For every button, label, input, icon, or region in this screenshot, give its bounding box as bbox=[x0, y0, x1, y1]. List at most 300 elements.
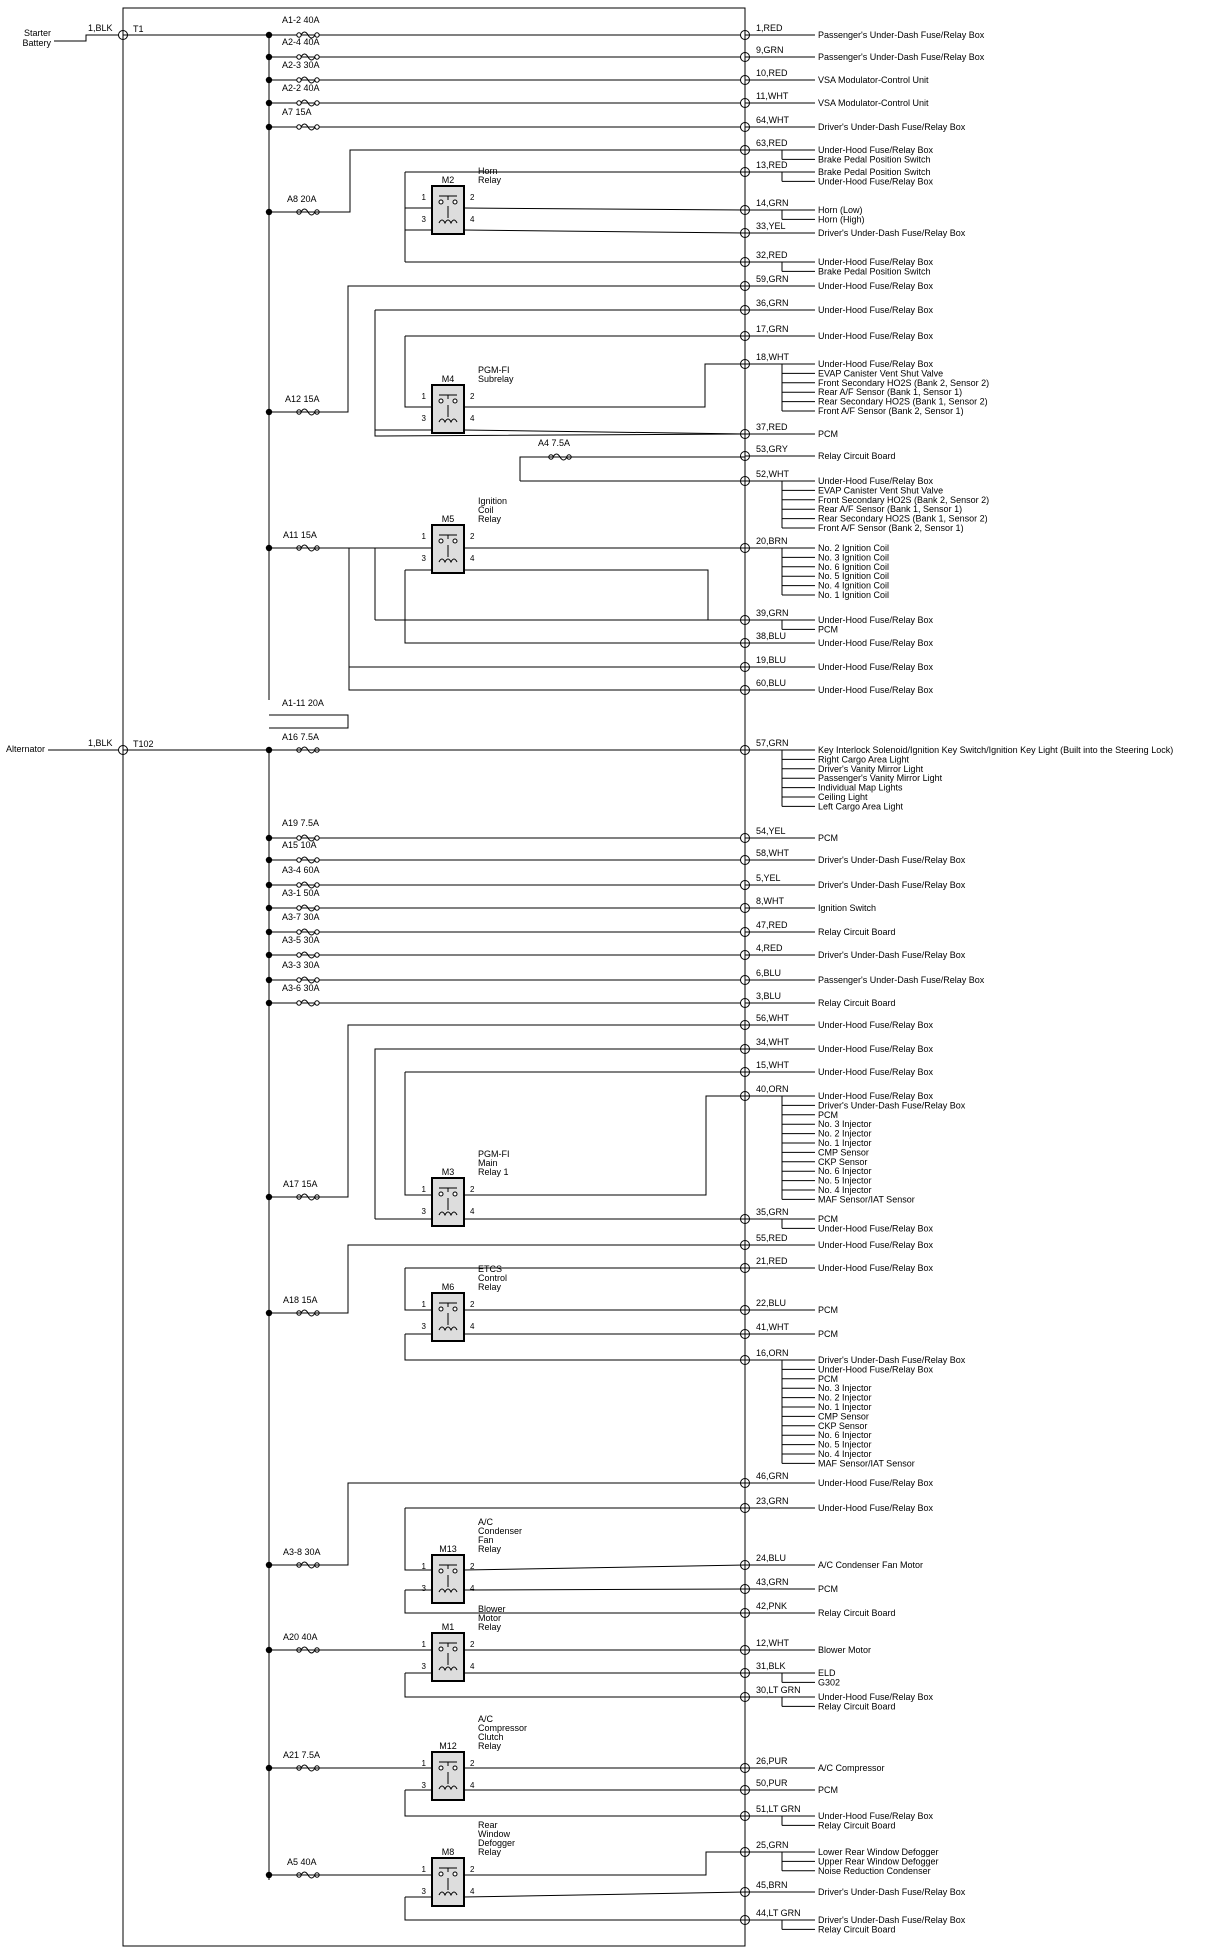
fuse-label: A3-8 30A bbox=[283, 1547, 321, 1557]
fuse-terminal bbox=[297, 125, 301, 129]
relay-contact-point bbox=[439, 1307, 443, 1311]
relay-contact-point bbox=[453, 1766, 457, 1770]
fuse-terminal bbox=[297, 858, 301, 862]
output-destination: Noise Reduction Condenser bbox=[818, 1865, 931, 1876]
alternator-terminal-label: T102 bbox=[133, 739, 154, 749]
fuse-label: A3-4 60A bbox=[282, 865, 320, 875]
wire bbox=[464, 430, 745, 434]
relay-contact-point bbox=[453, 200, 457, 204]
relay-contact-point bbox=[439, 1872, 443, 1876]
relay-id: M4 bbox=[441, 374, 455, 384]
fuse-terminal bbox=[315, 125, 319, 129]
wire bbox=[375, 1049, 745, 1219]
output-destination: Driver's Under-Dash Fuse/Relay Box bbox=[818, 1355, 966, 1365]
output-destination: Under-Hood Fuse/Relay Box bbox=[818, 1478, 934, 1488]
output-destination: Relay Circuit Board bbox=[818, 1820, 896, 1831]
wire bbox=[464, 570, 708, 620]
wire bbox=[349, 667, 745, 690]
relay-name: Window bbox=[478, 1829, 511, 1839]
output-destination: Rear A/F Sensor (Bank 1, Sensor 1) bbox=[818, 504, 963, 515]
relay-name: Compressor bbox=[478, 1723, 528, 1733]
fuse-label: A3-7 30A bbox=[282, 912, 320, 922]
output-wire-label: 25,GRN bbox=[756, 1840, 789, 1850]
fuse-terminal bbox=[315, 906, 319, 910]
output-destination: Upper Rear Window Defogger bbox=[818, 1856, 939, 1867]
wire bbox=[520, 457, 745, 481]
output-destination: No. 5 Injector bbox=[818, 1175, 872, 1186]
fuse-terminal bbox=[315, 930, 319, 934]
output-wire-label: 41,WHT bbox=[756, 1322, 790, 1332]
output-wire-label: 8,WHT bbox=[756, 896, 784, 906]
output-destination: Relay Circuit Board bbox=[818, 1701, 896, 1712]
output-wire-label: 17,GRN bbox=[756, 324, 789, 334]
output-wire-label: 40,ORN bbox=[756, 1084, 789, 1094]
wire bbox=[269, 715, 348, 728]
relay-name: Defogger bbox=[478, 1838, 516, 1848]
fuse-label: A3-3 30A bbox=[282, 960, 320, 970]
wire bbox=[375, 310, 745, 436]
relay-name: Blower bbox=[478, 1604, 506, 1614]
relay-contact-point bbox=[439, 200, 443, 204]
output-wire-label: 13,RED bbox=[756, 160, 788, 170]
relay-pin-label: 2 bbox=[470, 1300, 475, 1309]
output-destination: PCM bbox=[818, 429, 838, 439]
relay-name: Ignition bbox=[478, 496, 508, 506]
output-destination: A/C Compressor bbox=[818, 1763, 885, 1773]
relay-contact-point bbox=[453, 1307, 457, 1311]
relay-pin-label: 3 bbox=[421, 1662, 426, 1671]
relay-id: M6 bbox=[441, 1282, 455, 1292]
output-destination: Under-Hood Fuse/Relay Box bbox=[818, 1091, 934, 1101]
fuse-label: A3-1 50A bbox=[282, 888, 320, 898]
output-wire-label: 21,RED bbox=[756, 1256, 788, 1266]
output-wire-label: 12,WHT bbox=[756, 1638, 790, 1648]
output-destination: Relay Circuit Board bbox=[818, 451, 896, 461]
starter-wire-label: 1,BLK bbox=[88, 23, 113, 33]
wire bbox=[464, 1852, 745, 1875]
relay-contact-point bbox=[439, 399, 443, 403]
fuse-label: A1-2 40A bbox=[282, 15, 320, 25]
output-wire-label: 10,RED bbox=[756, 68, 788, 78]
relay-name: Relay bbox=[478, 1282, 502, 1292]
output-wire-label: 47,RED bbox=[756, 920, 788, 930]
relay-pin-label: 3 bbox=[421, 1887, 426, 1896]
output-destination: No. 4 Injector bbox=[818, 1449, 872, 1459]
wire bbox=[464, 208, 745, 210]
wire bbox=[269, 150, 745, 212]
relay-name: Relay bbox=[478, 514, 502, 524]
relay-pin-label: 4 bbox=[470, 1584, 475, 1593]
output-destination: Relay Circuit Board bbox=[818, 998, 896, 1008]
relay-name: Coil bbox=[478, 505, 494, 515]
relay-pin-label: 4 bbox=[470, 1207, 475, 1216]
relay-pin-label: 2 bbox=[470, 193, 475, 202]
relay-contact-point bbox=[453, 1872, 457, 1876]
output-wire-label: 45,BRN bbox=[756, 1880, 788, 1890]
output-destination: Passenger's Under-Dash Fuse/Relay Box bbox=[818, 975, 985, 985]
output-destination: MAF Sensor/IAT Sensor bbox=[818, 1458, 915, 1469]
fuse-label: A17 15A bbox=[283, 1179, 318, 1189]
relay-pin-label: 2 bbox=[470, 532, 475, 541]
fuse-label: A1-11 20A bbox=[282, 698, 324, 708]
output-wire-label: 31,BLK bbox=[756, 1661, 786, 1671]
output-wire-label: 38,BLU bbox=[756, 631, 787, 641]
output-destination: MAF Sensor/IAT Sensor bbox=[818, 1194, 915, 1205]
output-wire-label: 24,BLU bbox=[756, 1553, 787, 1563]
output-destination: CMP Sensor bbox=[818, 1147, 869, 1158]
output-destination: Under-Hood Fuse/Relay Box bbox=[818, 1020, 934, 1030]
relay-id: M13 bbox=[439, 1544, 457, 1554]
fuse-label: A3-6 30A bbox=[282, 983, 320, 993]
relay-pin-label: 1 bbox=[421, 1759, 426, 1768]
output-wire-label: 42,PNK bbox=[756, 1601, 788, 1611]
output-wire-label: 54,YEL bbox=[756, 826, 786, 836]
output-destination: Driver's Under-Dash Fuse/Relay Box bbox=[818, 855, 966, 865]
relay-pin-label: 4 bbox=[470, 414, 475, 423]
relay-name: A/C bbox=[478, 1517, 494, 1527]
output-destination: CKP Sensor bbox=[818, 1156, 868, 1167]
fuse-label: A3-5 30A bbox=[282, 935, 320, 945]
output-wire-label: 1,RED bbox=[756, 23, 783, 33]
fuse-terminal bbox=[315, 1001, 319, 1005]
output-destination: No. 3 Ignition Coil bbox=[818, 552, 890, 563]
relay-pin-label: 1 bbox=[421, 1640, 426, 1649]
output-destination: No. 4 Injector bbox=[818, 1185, 872, 1195]
fuse-label: A18 15A bbox=[283, 1295, 318, 1305]
fuse-label: A20 40A bbox=[283, 1632, 318, 1642]
output-wire-label: 16,ORN bbox=[756, 1348, 789, 1358]
relay-name: Subrelay bbox=[478, 374, 514, 384]
relay-pin-label: 2 bbox=[470, 1759, 475, 1768]
output-destination: Under-Hood Fuse/Relay Box bbox=[818, 1364, 934, 1375]
relay-pin-label: 3 bbox=[421, 1207, 426, 1216]
relay-contact-point bbox=[453, 1647, 457, 1651]
wire bbox=[405, 172, 432, 208]
relay-contact-point bbox=[439, 1569, 443, 1573]
output-wire-label: 19,BLU bbox=[756, 655, 787, 665]
output-destination: Key Interlock Solenoid/Ignition Key Switch/Ignition Key Light (Built into the Steering Lock) bbox=[818, 745, 1174, 755]
relay-pin-label: 1 bbox=[421, 1562, 426, 1571]
output-wire-label: 59,GRN bbox=[756, 274, 789, 284]
wire bbox=[269, 548, 745, 690]
relay-pin-label: 4 bbox=[470, 1887, 475, 1896]
output-destination: Relay Circuit Board bbox=[818, 1924, 896, 1935]
output-destination: Under-Hood Fuse/Relay Box bbox=[818, 1263, 934, 1273]
fuse-label: A19 7.5A bbox=[282, 818, 320, 828]
output-destination: Blower Motor bbox=[818, 1645, 872, 1655]
relay-pin-label: 3 bbox=[421, 1584, 426, 1593]
fuse-terminal bbox=[297, 883, 301, 887]
output-destination: Driver's Under-Dash Fuse/Relay Box bbox=[818, 228, 966, 238]
fuse-terminal bbox=[297, 906, 301, 910]
relay-name: PGM-FI bbox=[478, 1149, 510, 1159]
output-destination: PCM bbox=[818, 1584, 838, 1594]
output-destination: PCM bbox=[818, 1329, 838, 1339]
output-destination: Under-Hood Fuse/Relay Box bbox=[818, 176, 934, 187]
starter-feed-wire bbox=[54, 35, 123, 41]
relay-name: Relay bbox=[478, 1544, 502, 1554]
output-destination: Left Cargo Area Light bbox=[818, 801, 904, 812]
fuse-label: A16 7.5A bbox=[282, 732, 320, 742]
output-destination: Right Cargo Area Light bbox=[818, 754, 910, 765]
fuse-terminal bbox=[297, 78, 301, 82]
output-destination: Under-Hood Fuse/Relay Box bbox=[818, 1240, 934, 1250]
wire bbox=[464, 1589, 745, 1590]
output-destination: Under-Hood Fuse/Relay Box bbox=[818, 331, 934, 341]
output-wire-label: 30,LT GRN bbox=[756, 1685, 801, 1695]
relay-pin-label: 2 bbox=[470, 1640, 475, 1649]
fuse-label: A7 15A bbox=[282, 107, 312, 117]
output-destination: Passenger's Vanity Mirror Light bbox=[818, 773, 943, 784]
output-destination: Under-Hood Fuse/Relay Box bbox=[818, 1692, 934, 1702]
relay-name: Relay bbox=[478, 1847, 502, 1857]
fuse-terminal bbox=[297, 978, 301, 982]
output-destination: EVAP Canister Vent Shut Valve bbox=[818, 368, 944, 379]
output-wire-label: 60,BLU bbox=[756, 678, 787, 688]
output-wire-label: 63,RED bbox=[756, 138, 788, 148]
alternator-wire-label: 1,BLK bbox=[88, 738, 113, 748]
output-destination: PCM bbox=[818, 1214, 838, 1224]
relay-pin-label: 2 bbox=[470, 1562, 475, 1571]
relay-id: M3 bbox=[441, 1167, 455, 1177]
wire bbox=[405, 1072, 432, 1195]
output-destination: PCM bbox=[818, 1109, 838, 1120]
output-destination: Driver's Under-Dash Fuse/Relay Box bbox=[818, 880, 966, 890]
relay-name: Fan bbox=[478, 1535, 494, 1545]
fuse-terminal bbox=[315, 953, 319, 957]
output-wire-label: 52,WHT bbox=[756, 469, 790, 479]
output-destination: PCM bbox=[818, 624, 838, 635]
output-wire-label: 15,WHT bbox=[756, 1060, 790, 1070]
relay-pin-label: 1 bbox=[421, 1300, 426, 1309]
relay-pin-label: 2 bbox=[470, 392, 475, 401]
output-destination: Ceiling Light bbox=[818, 792, 868, 802]
output-wire-label: 56,WHT bbox=[756, 1013, 790, 1023]
output-wire-label: 51,LT GRN bbox=[756, 1804, 801, 1814]
relay-name: Relay 1 bbox=[478, 1167, 509, 1177]
output-destination: No. 2 Ignition Coil bbox=[818, 543, 890, 553]
output-destination: Driver's Under-Dash Fuse/Relay Box bbox=[818, 1915, 966, 1925]
wire bbox=[405, 336, 432, 407]
output-destination: PCM bbox=[818, 1305, 838, 1315]
output-destination: Under-Hood Fuse/Relay Box bbox=[818, 1044, 934, 1054]
fuse-terminal bbox=[297, 1001, 301, 1005]
output-destination: No. 5 Injector bbox=[818, 1439, 872, 1450]
output-destination: Under-Hood Fuse/Relay Box bbox=[818, 145, 934, 155]
wire bbox=[269, 286, 745, 412]
relay-contact-point bbox=[453, 1569, 457, 1573]
relay-contact-point bbox=[439, 1647, 443, 1651]
relay-pin-label: 3 bbox=[421, 554, 426, 563]
output-destination: Under-Hood Fuse/Relay Box bbox=[818, 638, 934, 648]
fuse-label: A8 20A bbox=[287, 194, 317, 204]
output-destination: Rear A/F Sensor (Bank 1, Sensor 1) bbox=[818, 387, 963, 398]
output-destination: Driver's Under-Dash Fuse/Relay Box bbox=[818, 1887, 966, 1897]
wire bbox=[405, 570, 745, 643]
output-wire-label: 32,RED bbox=[756, 250, 788, 260]
output-destination: No. 6 Injector bbox=[818, 1166, 872, 1177]
relay-id: M12 bbox=[439, 1741, 457, 1751]
fuse-label: A5 40A bbox=[287, 1857, 317, 1867]
output-wire-label: 50,PUR bbox=[756, 1778, 788, 1788]
output-wire-label: 64,WHT bbox=[756, 115, 790, 125]
fuse-label: A11 15A bbox=[283, 530, 317, 540]
relay-name: PGM-FI bbox=[478, 365, 510, 375]
relay-contact-point bbox=[453, 399, 457, 403]
relay-pin-label: 4 bbox=[470, 1322, 475, 1331]
output-destination: Lower Rear Window Defogger bbox=[818, 1847, 939, 1857]
output-destination: Driver's Vanity Mirror Light bbox=[818, 763, 924, 774]
output-destination: PCM bbox=[818, 1373, 838, 1384]
output-destination: Relay Circuit Board bbox=[818, 1608, 896, 1618]
output-destination: Brake Pedal Position Switch bbox=[818, 167, 931, 177]
fuse-label: A4 7.5A bbox=[538, 438, 571, 448]
output-destination: No. 3 Injector bbox=[818, 1119, 872, 1130]
output-wire-label: 43,GRN bbox=[756, 1577, 789, 1587]
output-wire-label: 9,GRN bbox=[756, 45, 784, 55]
output-destination: Front A/F Sensor (Bank 2, Sensor 1) bbox=[818, 406, 964, 416]
fuse-terminal bbox=[315, 858, 319, 862]
relay-name: Horn bbox=[478, 166, 498, 176]
wire bbox=[405, 1508, 432, 1570]
fuse-label: A15 10A bbox=[282, 840, 317, 850]
output-destination: Front Secondary HO2S (Bank 2, Sensor 2) bbox=[818, 377, 990, 388]
output-destination: Under-Hood Fuse/Relay Box bbox=[818, 305, 934, 315]
relay-pin-label: 1 bbox=[421, 392, 426, 401]
relay-pin-label: 3 bbox=[421, 414, 426, 423]
relay-name: Relay bbox=[478, 1741, 502, 1751]
output-destination: VSA Modulator-Control Unit bbox=[818, 75, 929, 85]
output-wire-label: 58,WHT bbox=[756, 848, 790, 858]
output-destination: Individual Map Lights bbox=[818, 782, 903, 793]
relay-pin-label: 3 bbox=[421, 1322, 426, 1331]
output-destination: No. 3 Injector bbox=[818, 1383, 872, 1394]
relay-pin-label: 3 bbox=[421, 215, 426, 224]
output-wire-label: 22,BLU bbox=[756, 1298, 787, 1308]
output-wire-label: 14,GRN bbox=[756, 198, 789, 208]
relay-name: Clutch bbox=[478, 1732, 504, 1742]
output-destination: No. 6 Injector bbox=[818, 1430, 872, 1441]
output-destination: Under-Hood Fuse/Relay Box bbox=[818, 476, 934, 486]
relay-contact-point bbox=[439, 1192, 443, 1196]
output-destination: CKP Sensor bbox=[818, 1420, 868, 1431]
output-destination: Horn (High) bbox=[818, 214, 865, 225]
wire bbox=[405, 1268, 432, 1310]
relay-pin-label: 2 bbox=[470, 1185, 475, 1194]
relay-pin-label: 4 bbox=[470, 554, 475, 563]
relay-id: M1 bbox=[441, 1622, 455, 1632]
output-wire-label: 5,YEL bbox=[756, 873, 781, 883]
relay-pin-label: 1 bbox=[421, 1865, 426, 1874]
output-destination: G302 bbox=[818, 1677, 841, 1688]
output-destination: Under-Hood Fuse/Relay Box bbox=[818, 1223, 934, 1234]
relay-contact-point bbox=[439, 1766, 443, 1770]
output-destination: Rear Secondary HO2S (Bank 1, Sensor 2) bbox=[818, 396, 988, 407]
output-destination: No. 5 Ignition Coil bbox=[818, 571, 890, 582]
relay-id: M8 bbox=[441, 1847, 455, 1857]
fuse-terminal bbox=[297, 953, 301, 957]
output-wire-label: 35,GRN bbox=[756, 1207, 789, 1217]
fuse-label: A21 7.5A bbox=[283, 1750, 321, 1760]
output-wire-label: 4,RED bbox=[756, 943, 783, 953]
relay-pin-label: 2 bbox=[470, 1865, 475, 1874]
fuse-terminal bbox=[315, 78, 319, 82]
relay-pin-label: 3 bbox=[421, 1781, 426, 1790]
fuse-terminal bbox=[297, 55, 301, 59]
output-destination: Under-Hood Fuse/Relay Box bbox=[818, 281, 934, 291]
wire bbox=[464, 230, 745, 233]
wire bbox=[464, 1892, 745, 1897]
relay-contact-point bbox=[453, 1192, 457, 1196]
output-destination: Under-Hood Fuse/Relay Box bbox=[818, 685, 934, 695]
relay-name: ETCS bbox=[478, 1264, 503, 1274]
wire bbox=[269, 1483, 745, 1565]
output-wire-label: 11,WHT bbox=[756, 91, 789, 101]
relay-name: Relay bbox=[478, 1622, 502, 1632]
output-destination: No. 1 Injector bbox=[818, 1138, 872, 1148]
output-destination: No. 4 Ignition Coil bbox=[818, 580, 890, 591]
output-destination: Under-Hood Fuse/Relay Box bbox=[818, 359, 934, 369]
output-destination: Brake Pedal Position Switch bbox=[818, 154, 931, 165]
output-destination: Front A/F Sensor (Bank 2, Sensor 1) bbox=[818, 523, 964, 533]
output-destination: A/C Condenser Fan Motor bbox=[818, 1560, 924, 1570]
output-destination: Brake Pedal Position Switch bbox=[818, 266, 931, 277]
relay-contact-point bbox=[439, 539, 443, 543]
output-wire-label: 26,PUR bbox=[756, 1756, 788, 1766]
output-destination: No. 1 Injector bbox=[818, 1402, 872, 1412]
output-destination: Relay Circuit Board bbox=[818, 927, 896, 937]
relay-name: Main bbox=[478, 1158, 498, 1168]
fuse-terminal bbox=[315, 978, 319, 982]
fuse-label: A2-2 40A bbox=[282, 83, 320, 93]
fuse-terminal bbox=[297, 930, 301, 934]
fuse-label: A12 15A bbox=[285, 394, 320, 404]
starter-name: Battery bbox=[22, 38, 51, 48]
fuse-terminal bbox=[315, 101, 319, 105]
output-wire-label: 37,RED bbox=[756, 422, 788, 432]
output-wire-label: 53,GRY bbox=[756, 444, 788, 454]
fuse-terminal bbox=[315, 883, 319, 887]
output-destination: Under-Hood Fuse/Relay Box bbox=[818, 257, 934, 267]
output-destination: No. 2 Injector bbox=[818, 1128, 872, 1139]
output-destination: Driver's Under-Dash Fuse/Relay Box bbox=[818, 1100, 966, 1111]
starter-name: Starter bbox=[23, 28, 51, 38]
output-wire-label: 57,GRN bbox=[756, 738, 789, 748]
output-destination: Horn (Low) bbox=[818, 205, 863, 215]
output-destination: Under-Hood Fuse/Relay Box bbox=[818, 1503, 934, 1513]
output-wire-label: 3,BLU bbox=[756, 991, 782, 1001]
relay-id: M5 bbox=[441, 514, 455, 524]
output-destination: Driver's Under-Dash Fuse/Relay Box bbox=[818, 950, 966, 960]
relay-name: Relay bbox=[478, 175, 502, 185]
output-destination: Under-Hood Fuse/Relay Box bbox=[818, 1067, 934, 1077]
output-wire-label: 34,WHT bbox=[756, 1037, 790, 1047]
output-destination: Ignition Switch bbox=[818, 903, 877, 913]
relay-pin-label: 4 bbox=[470, 1781, 475, 1790]
relay-pin-label: 1 bbox=[421, 193, 426, 202]
fuse-label: A2-4 40A bbox=[282, 37, 320, 47]
output-wire-label: 20,BRN bbox=[756, 536, 788, 546]
relay-contact-point bbox=[453, 539, 457, 543]
output-destination: PCM bbox=[818, 1785, 838, 1795]
relay-pin-label: 1 bbox=[421, 532, 426, 541]
output-wire-label: 55,RED bbox=[756, 1233, 788, 1243]
output-wire-label: 18,WHT bbox=[756, 352, 790, 362]
output-destination: VSA Modulator-Control Unit bbox=[818, 98, 929, 108]
relay-name: Rear bbox=[478, 1820, 498, 1830]
output-destination: Under-Hood Fuse/Relay Box bbox=[818, 615, 934, 625]
relay-name: A/C bbox=[478, 1714, 494, 1724]
